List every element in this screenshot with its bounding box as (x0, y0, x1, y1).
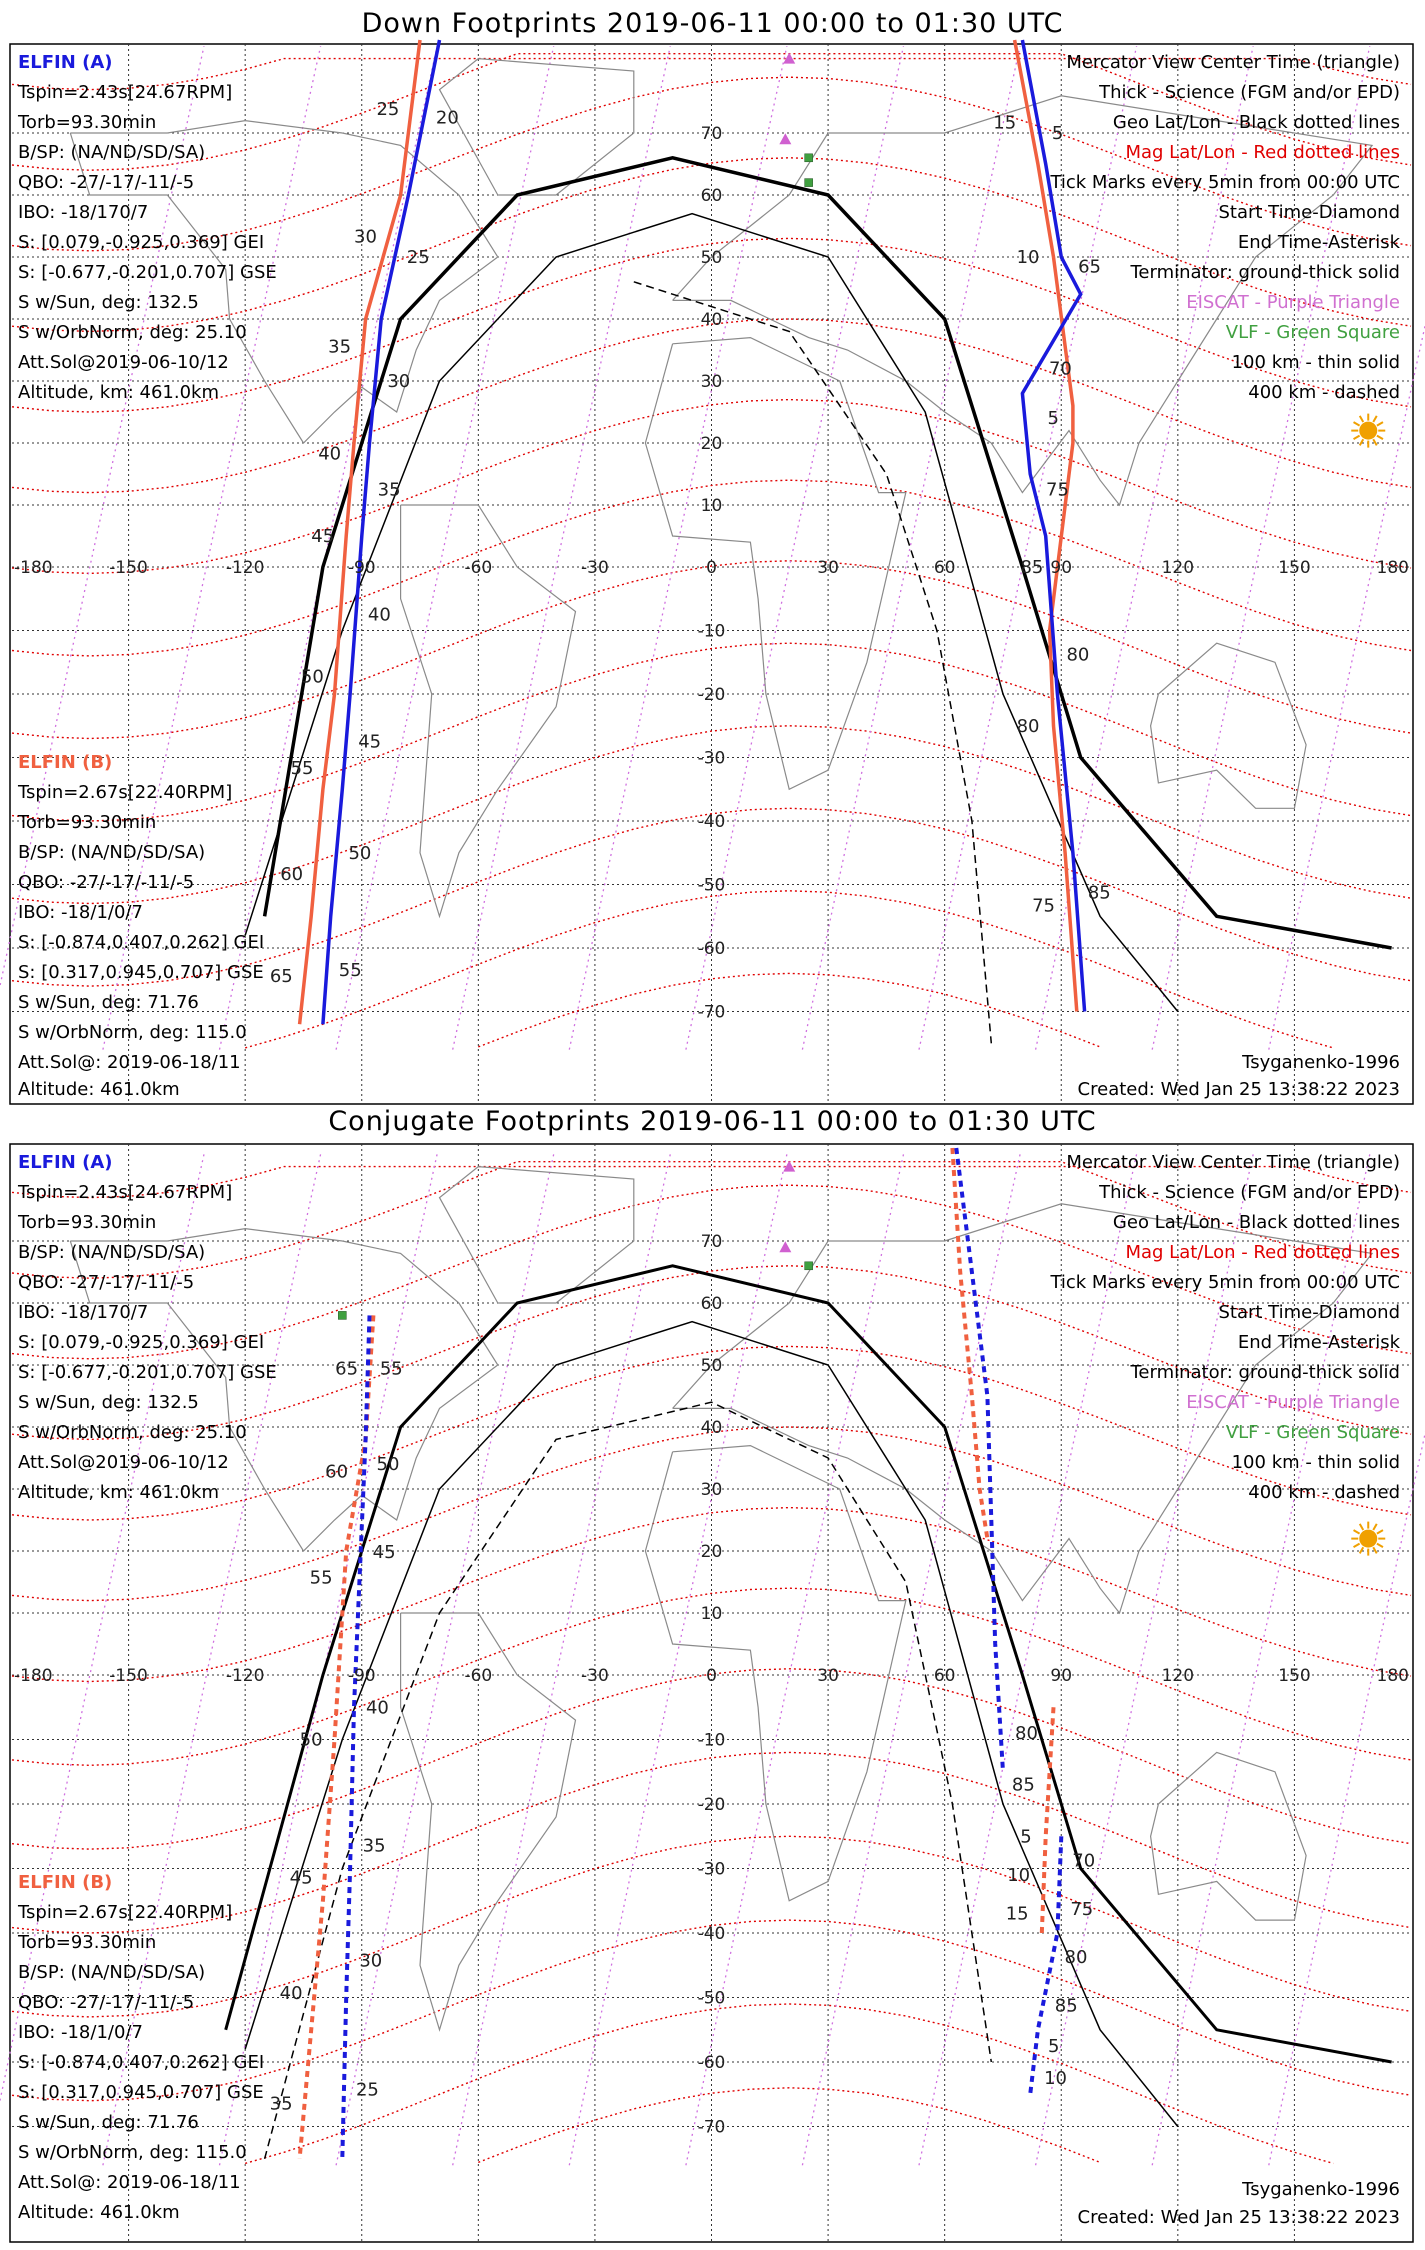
down-footprints-map (0, 0, 1425, 1110)
elfin-b-tick-label: 40 (318, 443, 342, 465)
latitude-label: 20 (700, 434, 723, 454)
elfin-a-line: S: [0.079,-0.925,0.369] GEI (18, 232, 265, 253)
elfin-b-tick-label: 80 (1015, 1723, 1038, 1745)
latitude-label: -10 (697, 1730, 726, 1751)
longitude-label: -120 (225, 558, 265, 578)
elfin-a-tick-label: 40 (365, 1697, 389, 1719)
elfin-b-tick-label: 5 (1020, 1826, 1032, 1848)
elfin-a-tick-label: 75 (1070, 1898, 1094, 1920)
elfin-a-line: S w/Sun, deg: 132.5 (18, 1392, 199, 1413)
latitude-label: 60 (700, 1294, 723, 1314)
longitude-label: -150 (109, 1666, 148, 1686)
latitude-label: -60 (697, 939, 726, 959)
latitude-label: -30 (697, 748, 726, 769)
elfin-b-label: ELFIN (B) (18, 752, 113, 773)
elfin-b-tick-label: 45 (289, 1867, 313, 1889)
created-label: Created: Wed Jan 25 13:38:22 2023 (1077, 1079, 1400, 1100)
elfin-a-line: Att.Sol@2019-06-10/12 (18, 352, 229, 373)
elfin-b-line: Tspin=2.67s[22.40RPM] (18, 1902, 233, 1923)
legend-line: Thick - Science (FGM and/or EPD) (1099, 1182, 1400, 1203)
latitude-label: 30 (700, 1480, 723, 1500)
elfin-b-tick-label: 30 (354, 226, 377, 248)
elfin-a-tick-label: 40 (367, 604, 391, 626)
elfin-a-tick-label: 45 (372, 1541, 396, 1563)
elfin-a-tick-label: 25 (406, 247, 430, 268)
elfin-a-line: S: [0.079,-0.925,0.369] GEI (18, 1332, 265, 1353)
vlf-site (805, 154, 813, 162)
latitude-label: 60 (700, 186, 723, 206)
elfin-b-tick-label: 65 (335, 1358, 359, 1380)
elfin-a-line: S w/OrbNorm, deg: 25.10 (18, 1422, 247, 1443)
elfin-a-tick-label: 30 (387, 371, 411, 392)
elfin-b-line: B/SP: (NA/ND/SD/SA) (18, 1962, 206, 1983)
latitude-label: 40 (700, 1418, 723, 1438)
model-label: Tsyganenko-1996 (1242, 1052, 1400, 1073)
longitude-label: 30 (817, 1666, 839, 1686)
elfin-b-line: QBO: -27/-17/-11/-5 (18, 872, 195, 893)
latitude-label: -50 (697, 875, 726, 896)
elfin-a-line: Altitude, km: 461.0km (18, 1482, 220, 1503)
latitude-label: 70 (700, 124, 723, 144)
elfin-a-tick-label: 70 (1048, 358, 1072, 380)
longitude-label: 60 (933, 558, 956, 578)
legend-line: Start Time-Diamond (1218, 202, 1400, 223)
longitude-label: -90 (347, 1666, 376, 1686)
elfin-b-line: S w/Sun, deg: 71.76 (18, 992, 199, 1013)
latitude-label: 70 (700, 1232, 723, 1252)
elfin-a-tick-label: 10 (1044, 2068, 1068, 2090)
longitude-label: -180 (14, 1666, 53, 1686)
elfin-b-line: Tspin=2.67s[22.40RPM] (18, 782, 233, 803)
latitude-label: 50 (700, 1356, 723, 1376)
longitude-label: 120 (1161, 558, 1195, 578)
elfin-a-line: Altitude, km: 461.0km (18, 382, 220, 403)
legend-line: Start Time-Diamond (1218, 1302, 1400, 1323)
legend-line: EISCAT - Purple Triangle (1186, 1392, 1400, 1413)
elfin-b-tick-label: 35 (328, 336, 352, 358)
elfin-a-tick-label: 25 (355, 2079, 379, 2101)
legend-line: EISCAT - Purple Triangle (1186, 292, 1400, 313)
elfin-a-tick-label: 30 (359, 1950, 383, 1972)
longitude-label: 0 (706, 1666, 717, 1686)
elfin-b-line: Att.Sol@: 2019-06-18/11 (18, 2172, 241, 2193)
model-label: Tsyganenko-1996 (1242, 2179, 1400, 2200)
elfin-a-line: S w/Sun, deg: 132.5 (18, 292, 199, 313)
elfin-b-tick-label: 15 (993, 112, 1017, 134)
latitude-label: -40 (697, 1924, 726, 1944)
elfin-b-tick-label: 75 (1032, 895, 1056, 917)
elfin-b-tick-label: 25 (376, 98, 400, 120)
elfin-a-line: Tspin=2.43s[24.67RPM] (18, 1182, 233, 1203)
latitude-label: -40 (697, 812, 726, 832)
elfin-a-tick-label: 5 (1047, 2035, 1060, 2057)
elfin-b-tick-label: 35 (269, 2093, 293, 2115)
elfin-b-tick-label: 45 (311, 526, 335, 547)
conjugate-footprints-map (0, 1115, 1425, 2245)
legend-line: Geo Lat/Lon - Black dotted lines (1112, 1212, 1400, 1233)
elfin-a-line: S: [-0.677,-0.201,0.707] GSE (18, 1362, 277, 1383)
elfin-a-tick-label: 50 (348, 842, 372, 864)
legend-line: Terminator: ground-thick solid (1130, 262, 1400, 283)
elfin-b-line: S: [0.317,0.945,0.707] GSE (18, 962, 264, 983)
legend-line: 100 km - thin solid (1231, 352, 1400, 373)
longitude-label: 30 (817, 558, 839, 578)
elfin-b-tick-label: 80 (1016, 715, 1040, 737)
elfin-a-line: Torb=93.30min (18, 1212, 157, 1233)
vlf-site (805, 1262, 813, 1270)
elfin-b-line: Att.Sol@: 2019-06-18/11 (18, 1052, 241, 1073)
elfin-a-tick-label: 35 (377, 479, 401, 501)
elfin-b-tick-label: 10 (1016, 247, 1040, 268)
elfin-a-tick-label: 80 (1066, 644, 1090, 666)
latitude-label: 20 (700, 1542, 723, 1562)
elfin-a-tick-label: 55 (338, 960, 362, 982)
elfin-a-tick-label: 5 (1051, 123, 1064, 144)
elfin-b-tick-label: 55 (309, 1567, 333, 1589)
legend-line: Thick - Science (FGM and/or EPD) (1099, 82, 1400, 103)
elfin-b-line: S: [0.317,0.945,0.707] GSE (18, 2082, 264, 2103)
elfin-b-tick-label: 65 (269, 966, 293, 988)
longitude-label: -180 (14, 558, 53, 578)
elfin-a-line: Torb=93.30min (18, 112, 157, 133)
elfin-b-tick-label: 60 (280, 863, 304, 885)
latitude-label: -20 (697, 1795, 726, 1815)
legend-line: 400 km - dashed (1248, 382, 1400, 403)
legend-line: VLF - Green Square (1225, 322, 1400, 343)
longitude-label: 0 (706, 558, 717, 578)
elfin-a-line: QBO: -27/-17/-11/-5 (18, 1272, 195, 1293)
legend-line: End Time-Asterisk (1237, 1332, 1400, 1353)
longitude-label: -60 (464, 558, 493, 578)
elfin-b-tick-label: 85 (1020, 557, 1044, 578)
conjugate-footprints-title: Conjugate Footprints 2019-06-11 00:00 to 01:30 UTC (328, 1106, 1097, 1137)
longitude-label: 120 (1161, 1666, 1195, 1686)
longitude-label: 90 (1050, 558, 1073, 578)
elfin-b-line: S w/Sun, deg: 71.76 (18, 2112, 199, 2133)
longitude-label: -30 (581, 558, 609, 578)
elfin-a-tick-label: 55 (379, 1358, 403, 1380)
elfin-b-line: S w/OrbNorm, deg: 115.0 (18, 2142, 247, 2163)
elfin-b-line: Torb=93.30min (18, 1932, 157, 1953)
elfin-a-label: ELFIN (A) (18, 52, 113, 73)
sun-icon (1359, 1530, 1377, 1548)
vlf-site (805, 179, 813, 187)
longitude-label: -150 (109, 558, 148, 578)
elfin-a-line: B/SP: (NA/ND/SD/SA) (18, 1242, 206, 1263)
latitude-label: -70 (697, 2117, 726, 2138)
legend-line: Mag Lat/Lon - Red dotted lines (1125, 1242, 1400, 1263)
elfin-a-line: S w/OrbNorm, deg: 25.10 (18, 322, 247, 343)
elfin-a-line: B/SP: (NA/ND/SD/SA) (18, 142, 206, 163)
elfin-b-line: Torb=93.30min (18, 812, 157, 833)
longitude-label: -120 (225, 1666, 265, 1686)
elfin-a-tick-label: 70 (1072, 1850, 1096, 1872)
elfin-a-tick-label: 50 (376, 1454, 400, 1476)
down-footprints-title: Down Footprints 2019-06-11 00:00 to 01:30 UTC (361, 8, 1064, 39)
longitude-label: 150 (1278, 558, 1311, 578)
legend-line: 100 km - thin solid (1231, 1452, 1400, 1473)
elfin-a-tick-label: 85 (1054, 1995, 1078, 2017)
legend-line: 400 km - dashed (1248, 1482, 1400, 1503)
longitude-label: 60 (933, 1666, 956, 1686)
elfin-a-label: ELFIN (A) (18, 1152, 113, 1173)
elfin-b-tick-label: 15 (1005, 1903, 1029, 1925)
legend-line: Geo Lat/Lon - Black dotted lines (1112, 112, 1400, 133)
elfin-b-tick-label: 50 (299, 1729, 323, 1751)
elfin-b-line: S w/OrbNorm, deg: 115.0 (18, 1022, 247, 1043)
latitude-label: 30 (700, 372, 723, 392)
latitude-label: -10 (697, 621, 726, 642)
sun-icon (1359, 422, 1377, 440)
elfin-b-tick-label: 85 (1011, 1774, 1035, 1796)
legend-line: Mag Lat/Lon - Red dotted lines (1125, 142, 1400, 163)
elfin-b-label: ELFIN (B) (18, 1872, 113, 1893)
latitude-label: -60 (697, 2053, 726, 2073)
elfin-b-tick-label: 55 (290, 758, 314, 780)
legend-line: End Time-Asterisk (1237, 232, 1400, 253)
longitude-label: 90 (1050, 1666, 1073, 1686)
legend-line: Terminator: ground-thick solid (1130, 1362, 1400, 1383)
longitude-label: -60 (464, 1666, 493, 1686)
legend-line: Tick Marks every 5min from 00:00 UTC (1050, 172, 1400, 193)
latitude-label: 10 (700, 1604, 723, 1624)
created-label: Created: Wed Jan 25 13:38:22 2023 (1077, 2207, 1400, 2228)
legend-line: Tick Marks every 5min from 00:00 UTC (1050, 1272, 1400, 1293)
elfin-a-tick-label: 35 (362, 1835, 386, 1857)
elfin-b-line: IBO: -18/1/0/7 (18, 2022, 143, 2043)
elfin-a-line: IBO: -18/170/7 (18, 202, 149, 223)
elfin-a-tick-label: 45 (358, 731, 382, 753)
elfin-b-line: S: [-0.874,0.407,0.262] GEI (18, 932, 265, 953)
elfin-b-line: Altitude: 461.0km (18, 2202, 180, 2223)
longitude-label: 180 (1376, 558, 1409, 578)
latitude-label: -30 (697, 1859, 726, 1880)
elfin-b-line: S: [-0.874,0.407,0.262] GEI (18, 2052, 265, 2073)
elfin-a-line: QBO: -27/-17/-11/-5 (18, 172, 195, 193)
latitude-label: -70 (697, 1002, 726, 1023)
elfin-b-tick-label: 40 (279, 1982, 303, 2004)
latitude-label: -20 (697, 685, 726, 705)
latitude-label: -50 (697, 1988, 726, 2009)
elfin-b-tick-label: 10 (1007, 1864, 1031, 1886)
elfin-a-tick-label: 65 (1078, 256, 1102, 278)
elfin-a-line: Att.Sol@2019-06-10/12 (18, 1452, 229, 1473)
longitude-label: 150 (1278, 1666, 1311, 1686)
elfin-a-tick-label: 75 (1046, 479, 1069, 501)
longitude-label: 180 (1376, 1666, 1409, 1686)
legend-line: VLF - Green Square (1225, 1422, 1400, 1443)
elfin-a-tick-label: 20 (435, 107, 459, 129)
vlf-site (338, 1311, 346, 1319)
legend-line: Mercator View Center Time (triangle) (1066, 52, 1400, 73)
latitude-label: 40 (700, 310, 723, 330)
elfin-b-line: IBO: -18/1/0/7 (18, 902, 143, 923)
elfin-a-line: S: [-0.677,-0.201,0.707] GSE (18, 262, 277, 283)
elfin-a-tick-label: 85 (1087, 882, 1111, 904)
elfin-b-tick-label: 50 (300, 666, 324, 688)
elfin-b-tick-label: 5 (1047, 408, 1059, 430)
elfin-b-tick-label: 60 (325, 1461, 349, 1483)
latitude-label: 50 (700, 248, 723, 268)
longitude-label: -30 (581, 1666, 609, 1686)
elfin-b-line: QBO: -27/-17/-11/-5 (18, 1992, 195, 2013)
elfin-b-line: Altitude: 461.0km (18, 1079, 180, 1100)
legend-line: Mercator View Center Time (triangle) (1066, 1152, 1400, 1173)
elfin-a-line: Tspin=2.43s[24.67RPM] (18, 82, 233, 103)
longitude-label: -90 (347, 558, 376, 578)
elfin-a-line: IBO: -18/170/7 (18, 1302, 149, 1323)
latitude-label: 10 (700, 496, 723, 516)
elfin-a-tick-label: 80 (1064, 1947, 1088, 1969)
elfin-b-line: B/SP: (NA/ND/SD/SA) (18, 842, 206, 863)
